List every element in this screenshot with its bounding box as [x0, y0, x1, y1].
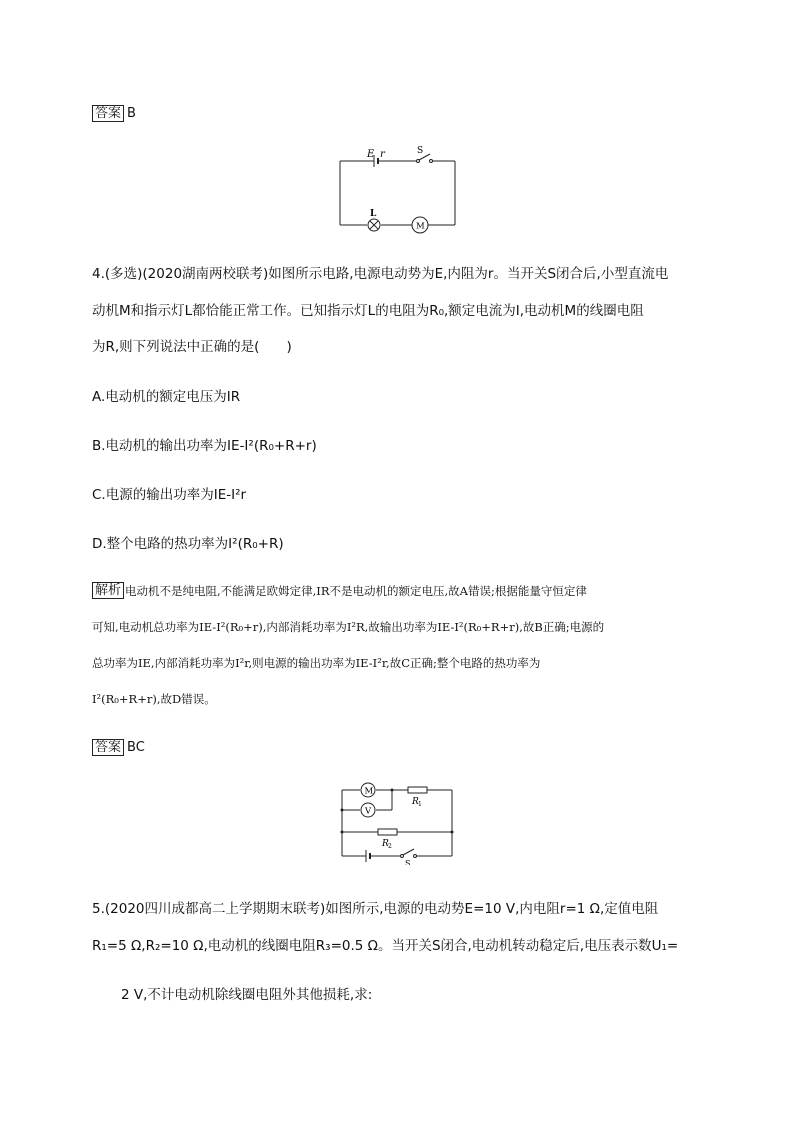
answer-tag-2: 答案 [92, 739, 124, 756]
option-d: D.整个电路的热功率为I²(R₀+R) [92, 536, 284, 552]
r2-subscript: 2 [388, 843, 392, 850]
explanation-line-4: I²(R₀+R+r),故D错误。 [92, 692, 216, 706]
q4-line-3: 为R,则下列说法中正确的是( ) [92, 339, 292, 355]
motor-label-2: M [364, 786, 374, 797]
r1-subscript: 1 [418, 801, 422, 808]
r2-label: R [382, 839, 389, 849]
circuit-diagram-2 [330, 780, 465, 865]
switch-label: S [417, 146, 424, 156]
explanation-line-2: 可知,电动机总功率为IE-I²(R₀+r),内部消耗功率为I²R,故输出功率为IE-I²(R₀+R+r),故B正确;电源的 [92, 620, 605, 634]
explanation-tag: 解析 [92, 582, 124, 599]
option-a: A.电动机的额定电压为IR [92, 389, 241, 405]
q5-line-3: 2 V,不计电动机除线圈电阻外其他损耗,求: [121, 987, 373, 1003]
emf-label: E [367, 149, 375, 160]
circuit-diagram-1 [330, 145, 465, 240]
answer-tag: 答案 [92, 105, 124, 122]
answer-value-2: BC [127, 740, 145, 755]
r1-label: R [412, 797, 419, 807]
q4-line-2: 动机M和指示灯L都恰能正常工作。已知指示灯L的电阻为R₀,额定电流为I,电动机M的线圈电阻 [92, 303, 644, 319]
motor-label: M [416, 221, 425, 232]
option-b: B.电动机的输出功率为IE-I²(R₀+R+r) [92, 438, 317, 454]
explanation-line-1: 电动机不是纯电阻,不能满足欧姆定律,IR不是电动机的额定电压,故A错误;根据能量守恒定律 [125, 584, 587, 598]
option-c: C.电源的输出功率为IE-I²r [92, 487, 247, 503]
voltmeter-label: V [365, 806, 372, 817]
resistance-label: r [380, 149, 385, 160]
switch-label-2: S [405, 859, 411, 865]
q5-line-1: 5.(2020四川成都高二上学期期末联考)如图所示,电源的电动势E=10 V,内电阻r=1 Ω,定值电阻 [92, 901, 659, 917]
q5-line-2: R₁=5 Ω,R₂=10 Ω,电动机的线圈电阻R₃=0.5 Ω。当开关S闭合,电动机转动稳定后,电压表示数U₁= [92, 938, 679, 954]
q4-line-1: 4.(多选)(2020湖南两校联考)如图所示电路,电源电动势为E,内阻为r。当开关S闭合后,小型直流电 [92, 266, 669, 282]
lamp-label: L [370, 209, 377, 219]
explanation-line-3: 总功率为IE,内部消耗功率为I²r,则电源的输出功率为IE-I²r,故C正确;整个电路的热功率为 [92, 656, 541, 670]
answer-value: B [127, 106, 136, 121]
